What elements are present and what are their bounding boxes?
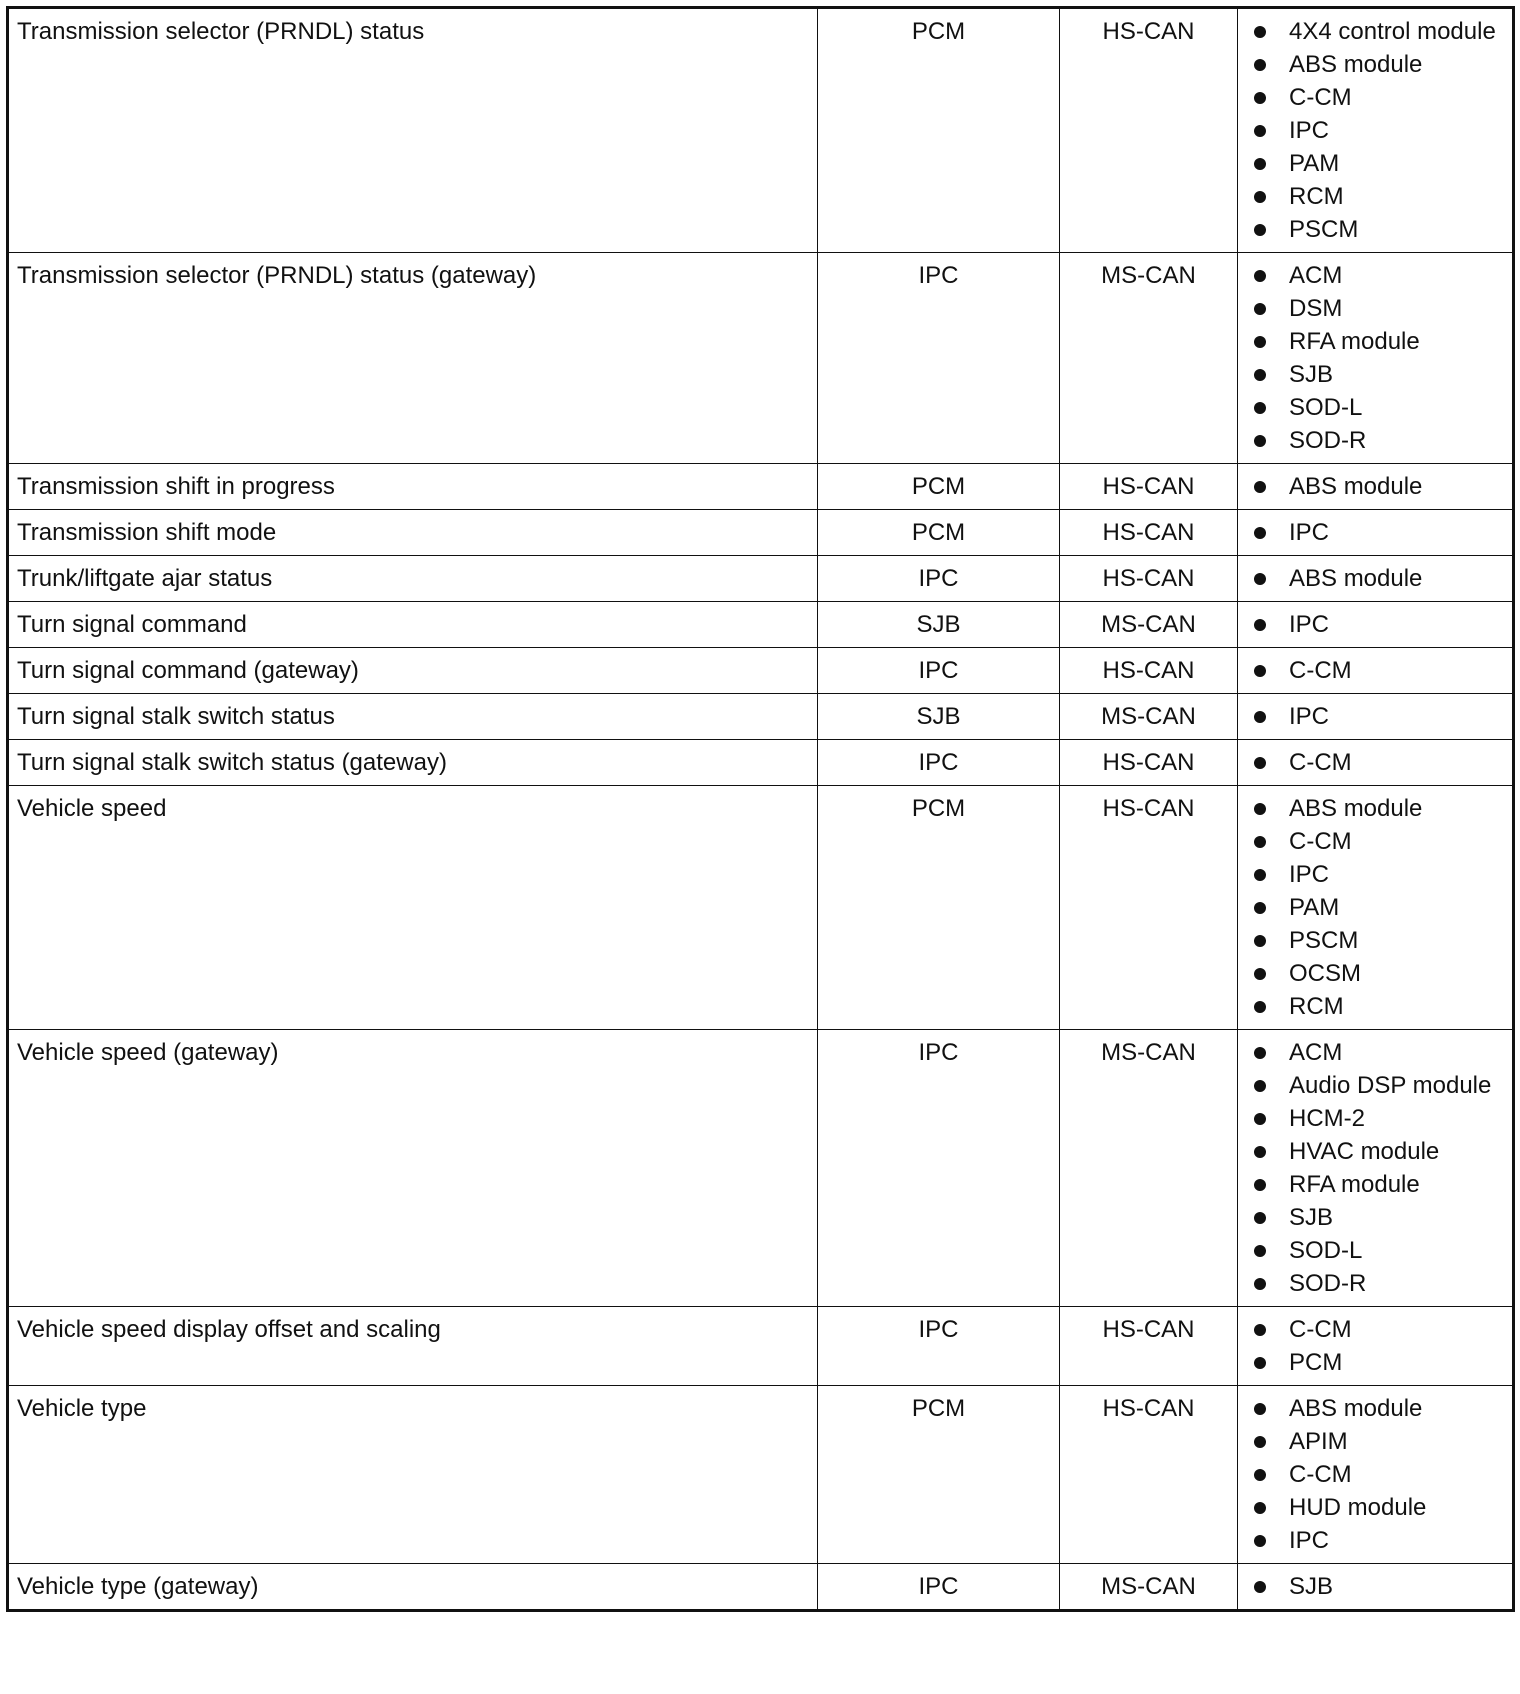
bullet-icon (1254, 1278, 1266, 1290)
receiver-list (1246, 748, 1504, 777)
originator-cell: IPC (818, 1564, 1060, 1611)
receiver-label: HUD module (1289, 1494, 1427, 1521)
receiver-list (1246, 1572, 1504, 1601)
bullet-icon (1254, 968, 1266, 980)
receiver-label: SOD-L (1289, 394, 1363, 421)
receiver-list (1246, 17, 1504, 244)
receiver-item (1246, 1493, 1504, 1522)
receiver-label: C-CM (1289, 828, 1352, 855)
receivers-cell (1238, 8, 1514, 253)
table-row (8, 1307, 1514, 1386)
receivers-cell (1238, 694, 1514, 740)
receiver-item (1246, 182, 1504, 211)
message-cell: Turn signal command (gateway) (8, 648, 818, 694)
receivers-cell (1238, 1030, 1514, 1307)
receivers-cell (1238, 253, 1514, 464)
receiver-item (1246, 1203, 1504, 1232)
bullet-icon (1254, 1047, 1266, 1059)
receiver-label: SOD-R (1289, 1270, 1367, 1297)
receiver-label: IPC (1289, 1527, 1330, 1554)
originator-cell: IPC (818, 1307, 1060, 1386)
bullet-icon (1254, 1146, 1266, 1158)
receiver-label: 4X4 control module (1289, 18, 1496, 45)
receiver-label: ABS module (1289, 51, 1423, 78)
bullet-icon (1254, 1212, 1266, 1224)
receiver-label: SJB (1289, 361, 1334, 388)
receiver-item (1246, 926, 1504, 955)
receiver-label: HVAC module (1289, 1138, 1440, 1165)
table-row (8, 602, 1514, 648)
receiver-label: APIM (1289, 1428, 1348, 1455)
originator-cell: IPC (818, 740, 1060, 786)
bullet-icon (1254, 435, 1266, 447)
receivers-cell (1238, 510, 1514, 556)
message-cell: Trunk/liftgate ajar status (8, 556, 818, 602)
network-message-table (6, 6, 1515, 1612)
bullet-icon (1254, 711, 1266, 723)
receiver-item (1246, 116, 1504, 145)
originator-cell: SJB (818, 694, 1060, 740)
bullet-icon (1254, 902, 1266, 914)
bullet-icon (1254, 1001, 1266, 1013)
receiver-item (1246, 959, 1504, 988)
document-page (6, 6, 1512, 1612)
bullet-icon (1254, 1436, 1266, 1448)
table-row (8, 694, 1514, 740)
table-row (8, 740, 1514, 786)
receiver-label: OCSM (1289, 960, 1361, 987)
originator-cell: IPC (818, 556, 1060, 602)
receivers-cell (1238, 1386, 1514, 1564)
receiver-list (1246, 610, 1504, 639)
originator-cell: IPC (818, 253, 1060, 464)
bullet-icon (1254, 935, 1266, 947)
message-cell: Transmission shift in progress (8, 464, 818, 510)
receiver-label: IPC (1289, 117, 1330, 144)
message-cell: Transmission selector (PRNDL) status (8, 8, 818, 253)
receiver-item (1246, 50, 1504, 79)
originator-cell: SJB (818, 602, 1060, 648)
receiver-label: RFA module (1289, 1171, 1420, 1198)
receiver-item (1246, 393, 1504, 422)
bullet-icon (1254, 224, 1266, 236)
bullet-icon (1254, 1403, 1266, 1415)
originator-cell: IPC (818, 648, 1060, 694)
bullet-icon (1254, 369, 1266, 381)
bullet-icon (1254, 191, 1266, 203)
receiver-label: ABS module (1289, 795, 1423, 822)
message-cell: Transmission shift mode (8, 510, 818, 556)
receiver-label: PSCM (1289, 216, 1359, 243)
receiver-label: RCM (1289, 993, 1344, 1020)
receiver-item (1246, 893, 1504, 922)
originator-cell: PCM (818, 786, 1060, 1030)
network-cell: MS-CAN (1060, 602, 1238, 648)
receiver-label: ACM (1289, 262, 1343, 289)
bullet-icon (1254, 402, 1266, 414)
receiver-label: Audio DSP module (1289, 1072, 1492, 1099)
bullet-icon (1254, 1469, 1266, 1481)
table-row (8, 786, 1514, 1030)
receiver-item (1246, 215, 1504, 244)
receiver-item (1246, 1460, 1504, 1489)
receiver-label: C-CM (1289, 657, 1352, 684)
bullet-icon (1254, 481, 1266, 493)
originator-cell: PCM (818, 464, 1060, 510)
receiver-item (1246, 1104, 1504, 1133)
receiver-item (1246, 518, 1504, 547)
receiver-item (1246, 149, 1504, 178)
receiver-label: ACM (1289, 1039, 1343, 1066)
network-cell: MS-CAN (1060, 253, 1238, 464)
receiver-item (1246, 1038, 1504, 1067)
receivers-cell (1238, 556, 1514, 602)
message-cell: Vehicle type (gateway) (8, 1564, 818, 1611)
receiver-item (1246, 261, 1504, 290)
receiver-item (1246, 610, 1504, 639)
table-row (8, 556, 1514, 602)
network-cell: HS-CAN (1060, 8, 1238, 253)
network-cell: HS-CAN (1060, 556, 1238, 602)
receiver-item (1246, 426, 1504, 455)
originator-cell: IPC (818, 1030, 1060, 1307)
receiver-item (1246, 827, 1504, 856)
bullet-icon (1254, 1357, 1266, 1369)
message-cell: Vehicle speed (8, 786, 818, 1030)
receiver-list (1246, 261, 1504, 455)
message-cell: Transmission selector (PRNDL) status (gateway) (8, 253, 818, 464)
originator-cell: PCM (818, 510, 1060, 556)
receiver-list (1246, 472, 1504, 501)
receiver-item (1246, 83, 1504, 112)
receiver-item (1246, 1236, 1504, 1265)
bullet-icon (1254, 303, 1266, 315)
bullet-icon (1254, 336, 1266, 348)
bullet-icon (1254, 665, 1266, 677)
receiver-item (1246, 564, 1504, 593)
network-cell: MS-CAN (1060, 694, 1238, 740)
bullet-icon (1254, 1581, 1266, 1593)
bullet-icon (1254, 1535, 1266, 1547)
network-cell: HS-CAN (1060, 786, 1238, 1030)
message-cell: Turn signal stalk switch status (8, 694, 818, 740)
receiver-label: C-CM (1289, 1316, 1352, 1343)
bullet-icon (1254, 1245, 1266, 1257)
table-row (8, 1030, 1514, 1307)
receiver-item (1246, 1170, 1504, 1199)
receiver-list (1246, 564, 1504, 593)
receiver-label: SJB (1289, 1204, 1334, 1231)
bullet-icon (1254, 1324, 1266, 1336)
table-row (8, 253, 1514, 464)
receiver-label: C-CM (1289, 1461, 1352, 1488)
bullet-icon (1254, 1113, 1266, 1125)
receiver-item (1246, 1572, 1504, 1601)
receiver-list (1246, 1394, 1504, 1555)
receivers-cell (1238, 648, 1514, 694)
table-body (8, 8, 1514, 1611)
receiver-item (1246, 1348, 1504, 1377)
bullet-icon (1254, 59, 1266, 71)
originator-cell: PCM (818, 8, 1060, 253)
receiver-list (1246, 702, 1504, 731)
receiver-item (1246, 1427, 1504, 1456)
receiver-item (1246, 1315, 1504, 1344)
table-row (8, 464, 1514, 510)
bullet-icon (1254, 619, 1266, 631)
receiver-item (1246, 17, 1504, 46)
receiver-item (1246, 748, 1504, 777)
receiver-label: SOD-L (1289, 1237, 1363, 1264)
receiver-item (1246, 860, 1504, 889)
receiver-item (1246, 360, 1504, 389)
receivers-cell (1238, 740, 1514, 786)
network-cell: HS-CAN (1060, 648, 1238, 694)
receiver-label: PSCM (1289, 927, 1359, 954)
receiver-label: IPC (1289, 519, 1330, 546)
receiver-list (1246, 794, 1504, 1021)
receiver-label: IPC (1289, 611, 1330, 638)
receivers-cell (1238, 1564, 1514, 1611)
table-row (8, 648, 1514, 694)
receiver-item (1246, 992, 1504, 1021)
message-cell: Turn signal command (8, 602, 818, 648)
receiver-list (1246, 1038, 1504, 1298)
bullet-icon (1254, 527, 1266, 539)
receiver-item (1246, 294, 1504, 323)
bullet-icon (1254, 803, 1266, 815)
network-cell: MS-CAN (1060, 1030, 1238, 1307)
receiver-label: RFA module (1289, 328, 1420, 355)
receiver-label: IPC (1289, 861, 1330, 888)
receiver-item (1246, 1137, 1504, 1166)
receiver-label: ABS module (1289, 473, 1423, 500)
receiver-label: PAM (1289, 150, 1340, 177)
bullet-icon (1254, 26, 1266, 38)
network-cell: MS-CAN (1060, 1564, 1238, 1611)
bullet-icon (1254, 92, 1266, 104)
receivers-cell (1238, 786, 1514, 1030)
receiver-item (1246, 472, 1504, 501)
receivers-cell (1238, 464, 1514, 510)
bullet-icon (1254, 869, 1266, 881)
network-cell: HS-CAN (1060, 510, 1238, 556)
receiver-list (1246, 656, 1504, 685)
table-row (8, 8, 1514, 253)
receiver-item (1246, 327, 1504, 356)
bullet-icon (1254, 158, 1266, 170)
receiver-item (1246, 1526, 1504, 1555)
receiver-item (1246, 656, 1504, 685)
receiver-item (1246, 794, 1504, 823)
table-row (8, 510, 1514, 556)
receiver-list (1246, 1315, 1504, 1377)
message-cell: Turn signal stalk switch status (gateway) (8, 740, 818, 786)
receiver-item (1246, 1269, 1504, 1298)
bullet-icon (1254, 836, 1266, 848)
receiver-label: ABS module (1289, 1395, 1423, 1422)
receiver-label: SJB (1289, 1573, 1334, 1600)
network-cell: HS-CAN (1060, 1307, 1238, 1386)
receiver-label: RCM (1289, 183, 1344, 210)
bullet-icon (1254, 1080, 1266, 1092)
network-cell: HS-CAN (1060, 740, 1238, 786)
bullet-icon (1254, 573, 1266, 585)
receiver-label: PCM (1289, 1349, 1343, 1376)
receivers-cell (1238, 1307, 1514, 1386)
receiver-label: ABS module (1289, 565, 1423, 592)
message-cell: Vehicle type (8, 1386, 818, 1564)
bullet-icon (1254, 757, 1266, 769)
bullet-icon (1254, 270, 1266, 282)
originator-cell: PCM (818, 1386, 1060, 1564)
table-row (8, 1386, 1514, 1564)
message-cell: Vehicle speed display offset and scaling (8, 1307, 818, 1386)
receivers-cell (1238, 602, 1514, 648)
bullet-icon (1254, 1179, 1266, 1191)
table-row (8, 1564, 1514, 1611)
receiver-label: DSM (1289, 295, 1343, 322)
message-cell: Vehicle speed (gateway) (8, 1030, 818, 1307)
bullet-icon (1254, 1502, 1266, 1514)
receiver-item (1246, 702, 1504, 731)
receiver-label: HCM-2 (1289, 1105, 1365, 1132)
receiver-label: IPC (1289, 703, 1330, 730)
receiver-label: C-CM (1289, 84, 1352, 111)
receiver-item (1246, 1071, 1504, 1100)
receiver-label: SOD-R (1289, 427, 1367, 454)
bullet-icon (1254, 125, 1266, 137)
receiver-label: C-CM (1289, 749, 1352, 776)
receiver-list (1246, 518, 1504, 547)
network-cell: HS-CAN (1060, 1386, 1238, 1564)
network-cell: HS-CAN (1060, 464, 1238, 510)
receiver-item (1246, 1394, 1504, 1423)
receiver-label: PAM (1289, 894, 1340, 921)
